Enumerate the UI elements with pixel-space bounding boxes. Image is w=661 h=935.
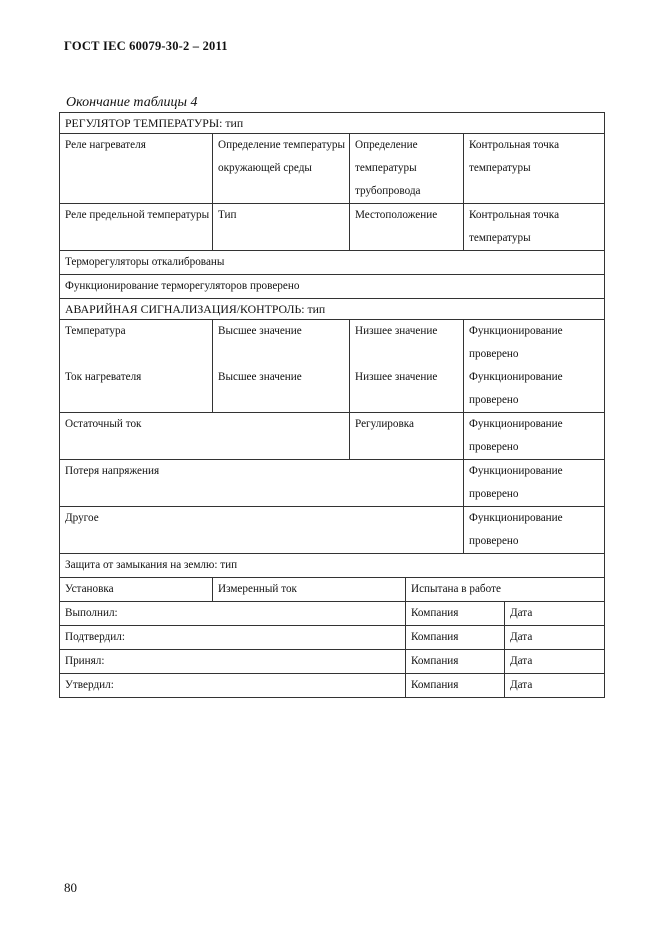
page-number: 80 [64, 880, 77, 895]
table-cell: Испытана в работе [406, 578, 605, 602]
table-cell: Терморегуляторы откалиброваны [60, 251, 605, 275]
document-header: ГОСТ IEC 60079-30-2 – 2011 [64, 39, 228, 53]
table-row [60, 204, 605, 251]
table-row [60, 650, 605, 674]
table-cell: Защита от замыкания на землю: тип [60, 554, 605, 578]
table-cell: Ток нагревателя [60, 366, 213, 413]
table-cell: Компания [406, 674, 505, 698]
table-cell: Компания [406, 650, 505, 674]
table-row [60, 460, 605, 507]
section-thermostat-heading: РЕГУЛЯТОР ТЕМПЕРАТУРЫ: тип [60, 113, 605, 134]
table-cell: Функционирование проверено [464, 507, 605, 554]
table-row [60, 602, 605, 626]
table-cell: Принял: [60, 650, 406, 674]
table-cell: Другое [60, 507, 464, 554]
table-cell: Определение температуры трубопровода [350, 134, 464, 204]
table-row [60, 134, 605, 204]
table-cell: Контрольная точка температуры [464, 204, 605, 251]
table-row [60, 299, 605, 320]
table-cell: Контрольная точка температуры [464, 134, 605, 204]
table-row [60, 626, 605, 650]
table-cell: Функционирование проверено [464, 460, 605, 507]
table-cell: Регулировка [350, 413, 464, 460]
table-row [60, 275, 605, 299]
table-cell: Компания [406, 626, 505, 650]
table-cell: Функционирование проверено [464, 413, 605, 460]
inspection-table [59, 112, 605, 698]
table-caption: Окончание таблицы 4 [66, 95, 198, 110]
table-row [60, 554, 605, 578]
table-cell: Измеренный ток [213, 578, 406, 602]
table-cell: Установка [60, 578, 213, 602]
table-row [60, 366, 605, 413]
table-cell: Утвердил: [60, 674, 406, 698]
table-row [60, 113, 605, 134]
table-row [60, 251, 605, 275]
table-cell: Компания [406, 602, 505, 626]
table-row [60, 413, 605, 460]
table-cell: Выполнил: [60, 602, 406, 626]
table-cell: Дата [505, 602, 605, 626]
table-row [60, 578, 605, 602]
table-row [60, 674, 605, 698]
table-cell: Дата [505, 626, 605, 650]
table-cell: Потеря напряжения [60, 460, 464, 507]
table-cell: Тип [213, 204, 350, 251]
table-cell: Определение температуры окружающей среды [213, 134, 350, 204]
table-cell: Местоположение [350, 204, 464, 251]
table-cell: Высшее значение [213, 320, 350, 367]
table-cell: Низшее значение [350, 366, 464, 413]
table-cell: Дата [505, 674, 605, 698]
table-row [60, 320, 605, 367]
table-cell: Функционирование терморегуляторов проверено [60, 275, 605, 299]
table-row [60, 507, 605, 554]
table-cell: Подтвердил: [60, 626, 406, 650]
table-cell: Дата [505, 650, 605, 674]
table-cell: Высшее значение [213, 366, 350, 413]
table-cell: Реле нагревателя [60, 134, 213, 204]
table-cell: Функционирование проверено [464, 320, 605, 367]
table-cell: Температура [60, 320, 213, 367]
table-cell: Низшее значение [350, 320, 464, 367]
section-alarm-heading: АВАРИЙНАЯ СИГНАЛИЗАЦИЯ/КОНТРОЛЬ: тип [60, 299, 605, 320]
table-cell: Функционирование проверено [464, 366, 605, 413]
table-cell: Реле предельной температуры [60, 204, 213, 251]
table-cell: Остаточный ток [60, 413, 350, 460]
